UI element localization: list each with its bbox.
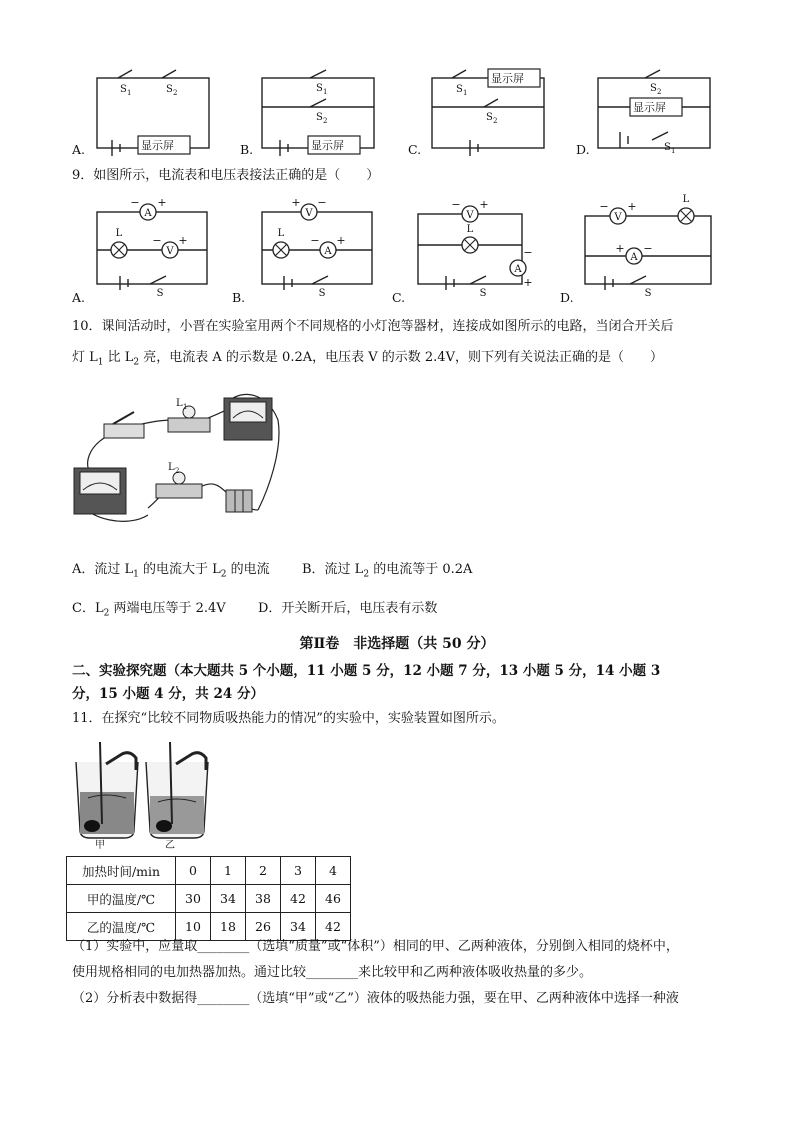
q9c-switch-label: S: [479, 288, 487, 299]
q10-option-c-part-a: C．L: [72, 601, 104, 616]
q8-option-b: B.: [240, 142, 254, 157]
q10-figure-l2-sub: 2: [175, 467, 180, 475]
q11-beaker-yi-label: 乙: [165, 840, 175, 850]
q9d-switch-label: S: [644, 288, 652, 299]
table-cell: 30: [176, 885, 211, 913]
table-header-cell: 0: [176, 857, 211, 885]
q10-option-c-part-b: 两端电压等于 2.4V: [109, 601, 226, 616]
table-cell: 34: [211, 885, 246, 913]
q9d-voltmeter-minus: −: [599, 200, 609, 213]
q9a-ammeter-plus: +: [157, 196, 167, 209]
section2-heading-line1: 二、实验探究题（本大题共 5 个小题，11 小题 5 分，12 小题 7 分，13 小题 5 分，14 小题 3: [72, 663, 661, 679]
table-cell: 46: [316, 885, 351, 913]
q11-data-table-wrapper: [66, 856, 351, 941]
q10-figure-l1-label: L: [176, 398, 183, 409]
q10-stem-line1: 10．课间活动时，小晋在实验室用两个不同规格的小灯泡等器材，连接成如图所示的电路，当闭合开关后: [72, 319, 674, 334]
table-header-row: [67, 857, 351, 885]
q8a-s1-sub: 1: [127, 89, 132, 97]
table-cell: 乙的温度/℃: [67, 913, 176, 941]
table-cell: 34: [281, 913, 316, 941]
table-cell: 10: [176, 913, 211, 941]
q8d-s1-sub: 1: [671, 147, 676, 155]
q9b-ammeter-plus: +: [336, 234, 346, 247]
q9b-ammeter-minus: −: [310, 234, 320, 247]
q11-beaker-jia-label: 甲: [95, 840, 105, 850]
q8b-s2-sub: 2: [323, 117, 328, 125]
q9d-ammeter-minus: −: [643, 242, 653, 255]
q8c-s1-sub: 1: [463, 89, 468, 97]
q11-stem: 11．在探究“比较不同物质吸热能力的情况”的实验中，实验装置如图所示。: [72, 711, 505, 726]
table-cell: 42: [316, 913, 351, 941]
q9b-voltmeter-label: V: [305, 208, 313, 219]
table-cell: 38: [246, 885, 281, 913]
q10-apparatus-illustration: [68, 380, 288, 530]
q8-option-d: D.: [576, 142, 590, 157]
table-cell: 18: [211, 913, 246, 941]
q8-option-c: C.: [408, 142, 422, 157]
q9-option-d: D.: [560, 290, 574, 305]
q9b-voltmeter-plus: +: [291, 196, 301, 209]
q8c-display-label: 显示屏: [491, 72, 524, 85]
q11-beakers-figure: [70, 734, 220, 850]
q10-stem-part-b: 比 L: [103, 350, 134, 365]
q10-figure-l2-label: L: [168, 462, 175, 473]
q9-figures: [0, 190, 794, 302]
section2-title: 第Ⅱ卷 非选择题（共 50 分）: [299, 636, 495, 652]
q8c-s1: S: [456, 84, 463, 95]
q11-sub1-line1: （1）实验中，应量取________（选填“质量”或“体积”）相同的甲、乙两种液体，分别倒入相同的烧杯中，: [72, 939, 679, 954]
q10-option-a-part-c: 的电流: [226, 562, 270, 577]
table-row: [67, 913, 351, 941]
q11-sub2-line1: （2）分析表中数据得________（选填“甲”或“乙”）液体的吸热能力强，要在甲、乙两种液体中选择一种液: [72, 991, 679, 1006]
table-cell: 甲的温度/℃: [67, 885, 176, 913]
q9d-ammeter-label: A: [630, 252, 638, 263]
q10-option-b-part-b: 的电流等于 0.2A: [369, 562, 473, 577]
table-row: [67, 885, 351, 913]
q8d-s2: S: [650, 83, 657, 94]
q10-stem-sub2: 2: [133, 357, 140, 368]
q11-beakers-illustration: [70, 734, 220, 850]
q9c-voltmeter-minus: −: [451, 198, 461, 211]
q10-option-a: [72, 561, 270, 584]
q8a-s1: S: [120, 84, 127, 95]
q11-sub1-line2: 使用规格相同的电加热器加热。通过比较________来比较甲和乙两种液体吸收热量的多少。: [72, 965, 593, 980]
q8-circuit-diagrams: [0, 60, 794, 164]
q9b-lamp-label: L: [277, 228, 285, 239]
q10-stem-part-a: 灯 L: [72, 350, 98, 365]
table-header-cell: 1: [211, 857, 246, 885]
q9-option-b: B.: [232, 290, 246, 305]
q8b-s1: S: [316, 83, 323, 94]
q10-stem-line2: [72, 349, 663, 372]
q10-figure-l1-sub: 1: [183, 403, 188, 411]
q8a-s2-sub: 2: [173, 89, 178, 97]
q9d-ammeter-plus: +: [615, 242, 625, 255]
q9d-voltmeter-plus: +: [627, 200, 637, 213]
q8b-s1-sub: 1: [323, 88, 328, 96]
q10-option-a-part-a: A．流过 L: [72, 562, 134, 577]
q9c-ammeter-minus: −: [523, 246, 533, 259]
q9a-lamp-label: L: [115, 228, 123, 239]
table-cell: 42: [281, 885, 316, 913]
q8-option-a: A.: [72, 142, 86, 157]
q8c-s2-sub: 2: [493, 117, 498, 125]
q8-figures: [0, 60, 794, 164]
q9a-ammeter-minus: −: [130, 196, 140, 209]
q8a-display-label: 显示屏: [141, 139, 174, 152]
table-cell: 26: [246, 913, 281, 941]
q8b-display-label: 显示屏: [311, 139, 344, 152]
q9d-lamp-label: L: [682, 194, 690, 205]
section2-heading-line2: 分，15 小题 4 分，共 24 分）: [72, 686, 264, 702]
q8b-s2: S: [316, 112, 323, 123]
q10-option-a-sub1: 1: [133, 569, 139, 580]
table-header-cell: 加热时间/min: [67, 857, 176, 885]
q9c-voltmeter-plus: +: [479, 198, 489, 211]
q9a-ammeter-label: A: [144, 208, 152, 219]
q8d-display-label: 显示屏: [633, 101, 666, 114]
q9-option-c: C.: [392, 290, 406, 305]
table-header-cell: 4: [316, 857, 351, 885]
q9b-voltmeter-minus: −: [317, 196, 327, 209]
q9c-ammeter-label: A: [514, 264, 522, 275]
q10-option-a-sub2: 2: [220, 569, 227, 580]
q9a-switch-label: S: [156, 288, 164, 299]
q9d-voltmeter-label: V: [614, 212, 622, 223]
q8d-s2-sub: 2: [657, 88, 662, 96]
q10-apparatus-figure: [68, 380, 288, 530]
table-header-cell: 3: [281, 857, 316, 885]
q9c-lamp-label: L: [466, 224, 474, 235]
q9c-voltmeter-label: V: [466, 210, 474, 221]
q10-option-c-sub: 2: [103, 608, 110, 619]
q9-option-a: A.: [72, 290, 86, 305]
q10-option-b-sub: 2: [363, 569, 370, 580]
q9b-ammeter-label: A: [324, 246, 332, 257]
table-header-cell: 2: [246, 857, 281, 885]
q10-option-d: D．开关断开后，电压表有示数: [258, 601, 438, 616]
q9a-voltmeter-label: V: [166, 246, 174, 257]
q10-option-a-part-b: 的电流大于 L: [138, 562, 221, 577]
q10-stem-part-c: 亮，电流表 A 的示数是 0.2A，电压表 V 的示数 2.4V，则下列有关说法正确的是（ ）: [139, 350, 663, 365]
q8c-s2: S: [486, 112, 493, 123]
q10-stem-sub1: 1: [97, 357, 104, 368]
q10-option-b: [302, 561, 472, 584]
q9c-ammeter-plus: +: [523, 276, 533, 289]
q10-option-b-part-a: B．流过 L: [302, 562, 364, 577]
q9a-voltmeter-plus: +: [178, 234, 188, 247]
q8a-s2: S: [166, 84, 173, 95]
q9-stem: 9．如图所示，电流表和电压表接法正确的是（ ）: [72, 168, 380, 183]
q10-option-c: [72, 600, 226, 623]
q11-data-table: [66, 856, 351, 941]
q9-circuit-diagrams: [0, 190, 794, 302]
q9a-voltmeter-minus: −: [152, 234, 162, 247]
q9b-switch-label: S: [318, 288, 326, 299]
q8d-s1: S: [664, 142, 671, 153]
